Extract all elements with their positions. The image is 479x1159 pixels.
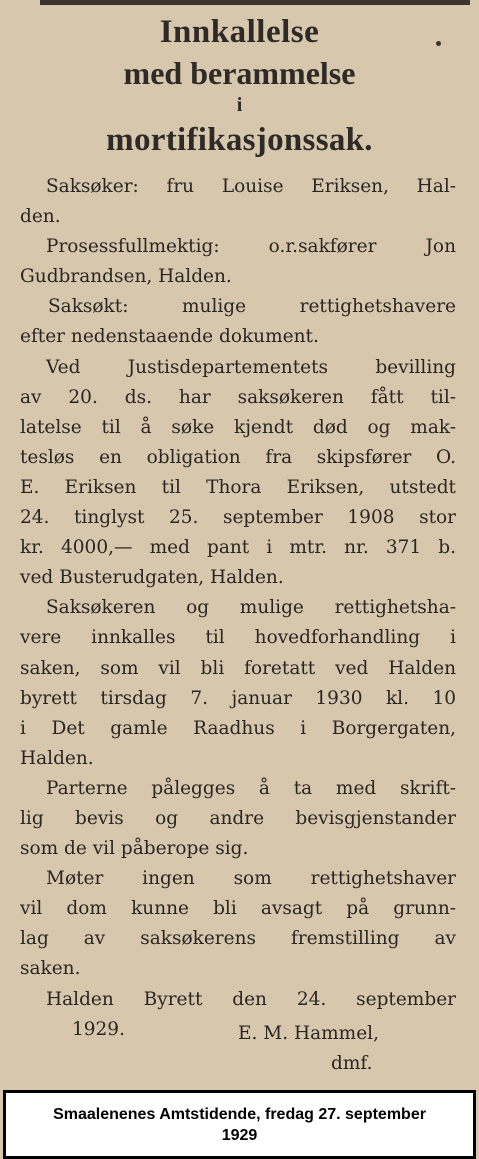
- body-line: Prosessfullmektig: o.r.sakfører Jon: [46, 236, 456, 258]
- body-line: i Det gamle Raadhus i Borgergaten,: [20, 717, 456, 739]
- print-speck: [436, 41, 441, 46]
- body-line: Saksøker: fru Louise Eriksen, Hal-: [46, 176, 456, 197]
- signature-name: E. M. Hammel,: [238, 1023, 379, 1044]
- caption-line: Smaalenenes Amtstidende, fredag 27. september: [53, 1105, 426, 1123]
- body-line: lig bevis og andre bevisgjenstander: [20, 807, 456, 829]
- body-line: vil dom kunne bli avsagt på grunn-: [20, 898, 456, 920]
- body-line: lag av saksøkerens fremstilling av: [20, 928, 456, 950]
- body-line: Halden.: [20, 747, 94, 769]
- body-line: Parterne pålegges å ta med skrift-: [46, 777, 456, 799]
- caption-line: 1929: [221, 1126, 258, 1144]
- body-line: som de vil påberope sig.: [20, 838, 249, 860]
- body-line: Ved Justisdepartementets bevilling: [46, 356, 456, 378]
- body-line: Halden Byrett den 24. september: [46, 988, 456, 1010]
- body-line: ved Busterudgaten, Halden.: [20, 567, 284, 589]
- body-line: saken.: [20, 958, 81, 980]
- body-line: E. Eriksen til Thora Eriksen, utstedt: [20, 476, 456, 498]
- headline-topic: mortifikasjonssak.: [106, 122, 373, 158]
- body-line: den.: [20, 206, 61, 228]
- source-caption: [3, 1090, 476, 1159]
- body-line: kr. 4000,— med pant i mtr. nr. 371 b.: [20, 537, 456, 559]
- body-line: 24. tinglyst 25. september 1908 stor: [20, 507, 456, 529]
- body-line: Saksøkt: mulige rettighetshavere: [48, 296, 456, 318]
- signature-title: dmf.: [331, 1053, 373, 1074]
- body-line: latelse til å søke kjendt død og mak-: [20, 416, 456, 438]
- body-line: av 20. ds. har saksøkeren fått til-: [20, 386, 456, 408]
- body-line: 1929.: [72, 1018, 125, 1040]
- body-line: byrett tirsdag 7. januar 1930 kl. 10: [20, 687, 456, 709]
- body-line: Gudbrandsen, Halden.: [20, 266, 232, 288]
- body-line: tesløs en obligation fra skipsfører O.: [20, 446, 456, 468]
- body-line: efter nedenstaaende dokument.: [20, 326, 319, 348]
- body-line: saken, som vil bli foretatt ved Halden: [20, 657, 456, 679]
- headline-connector: i: [236, 94, 243, 116]
- top-rule: [40, 0, 470, 5]
- body-line: Møter ingen som rettighetshaver: [46, 868, 456, 890]
- body-line: Saksøkeren og mulige rettighetsha-: [46, 597, 456, 619]
- body-line: vere innkalles til hovedforhandling i: [20, 627, 456, 649]
- headline-subtitle: med berammelse: [123, 55, 356, 91]
- headline-title: Innkallelse: [159, 14, 320, 50]
- notice-body: [20, 172, 456, 1045]
